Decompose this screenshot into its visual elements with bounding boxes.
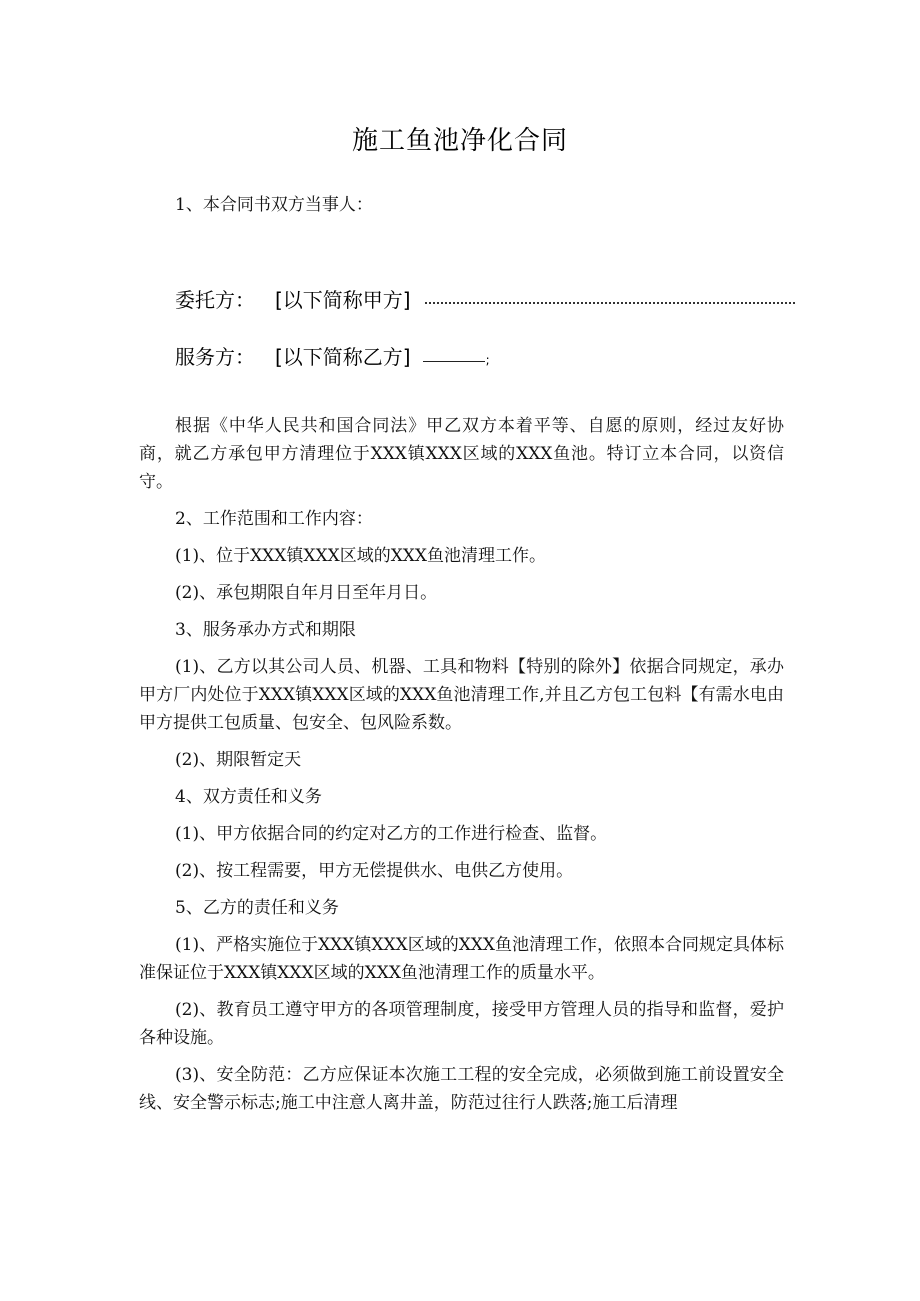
- section-3-item-2: (2)、期限暂定天: [175, 750, 302, 770]
- section-3-heading: 3、服务承办方式和期限: [175, 620, 356, 640]
- intro-paragraph: 根据《中华人民共和国合同法》甲乙双方本着平等、自愿的原则，经过友好协商，就乙方承包甲方清理位于XXX镇XXX区域的XXX鱼池。特订立本合同，以资信守。: [139, 416, 784, 492]
- section-2-heading: 2、工作范围和工作内容：: [175, 509, 373, 529]
- provider-blank-line: [423, 361, 485, 362]
- section-2-item-1: (1)、位于XXX镇XXX区域的XXX鱼池清理工作。: [175, 546, 547, 566]
- section-1-heading: 1、本合同书双方当事人：: [175, 195, 373, 215]
- section-4-item-2: (2)、按工程需要，甲方无偿提供水、电供乙方使用。: [175, 861, 574, 881]
- client-label: 委托方：: [175, 288, 255, 312]
- provider-value: [以下简称乙方]: [275, 345, 411, 369]
- provider-label: 服务方：: [175, 345, 255, 369]
- section-5-item-2: (2)、教育员工遵守甲方的各项管理制度，接受甲方管理人员的指导和监督，爱护各种设施。: [139, 1000, 784, 1048]
- section-4-heading: 4、双方责任和义务: [175, 787, 322, 807]
- document-title: 施工鱼池净化合同: [351, 126, 568, 156]
- client-dotted-leader: [425, 302, 795, 304]
- section-3-item-1: (1)、乙方以其公司人员、机器、工具和物料【特别的除外】依据合同规定，承办甲方厂内处位于XXX镇XXX区域的XXX鱼池清理工作,并且乙方包工包料【有需水电由甲方提供工包质量、包安全、包风险系数。: [139, 657, 784, 733]
- client-party-line: [175, 284, 795, 313]
- contract-body: [139, 412, 784, 1126]
- section-2-item-2: (2)、承包期限自年月日至年月日。: [175, 583, 438, 603]
- provider-party-line: [175, 341, 490, 370]
- section-5-heading: 5、乙方的责任和义务: [175, 898, 339, 918]
- section-5-item-3: (3)、安全防范：乙方应保证本次施工工程的安全完成，必须做到施工前设置安全线、安全警示标志;施工中注意人离井盖，防范过往行人跌落;施工后清理: [139, 1065, 784, 1113]
- client-value: [以下简称甲方]: [275, 288, 411, 312]
- provider-suffix: ;: [485, 353, 490, 367]
- section-5-item-1: (1)、严格实施位于XXX镇XXX区域的XXX鱼池清理工作，依照本合同规定具体标准保证位于XXX镇XXX区域的XXX鱼池清理工作的质量水平。: [139, 935, 785, 983]
- section-4-item-1: (1)、甲方依据合同的约定对乙方的工作进行检查、监督。: [175, 824, 608, 844]
